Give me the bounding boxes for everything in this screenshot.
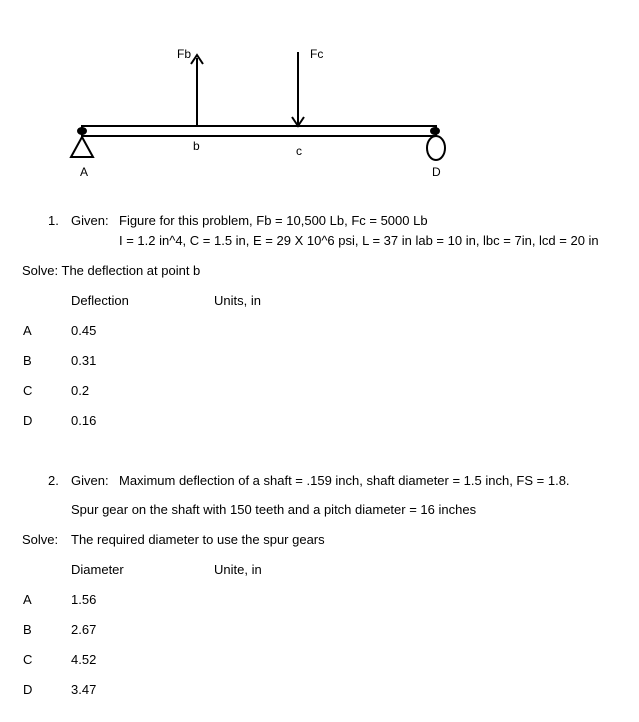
- problem1-units-header: Units, in: [214, 293, 261, 308]
- option-letter: A: [23, 323, 32, 338]
- label-fc: Fc: [310, 47, 324, 61]
- problem2-solve-label: Solve:: [22, 532, 59, 547]
- pin-support-a: [71, 137, 93, 157]
- option-letter: D: [23, 413, 33, 428]
- problem2-number: 2.: [48, 473, 59, 488]
- problem2-given-line2: Spur gear on the shaft with 150 teeth and a pitch diameter = 16 inches: [71, 502, 477, 517]
- option-value: 1.56: [71, 592, 97, 607]
- problem1-given-line1: Figure for this problem, Fb = 10,500 Lb, Fc = 5000 Lb: [119, 213, 428, 228]
- option-letter: A: [23, 592, 32, 607]
- problem1-given-label: Given:: [71, 213, 109, 228]
- option-value: 0.16: [71, 413, 97, 428]
- option-letter: B: [23, 622, 32, 637]
- problem1-col-header: Deflection: [71, 293, 129, 308]
- problem2-given-label: Given:: [71, 473, 109, 488]
- label-fb: Fb: [177, 47, 192, 61]
- label-a: A: [80, 165, 89, 179]
- option-letter: D: [23, 682, 33, 697]
- beam-diagram: [0, 0, 639, 200]
- option-value: 2.67: [71, 622, 97, 637]
- option-letter: C: [23, 383, 33, 398]
- roller-support-d: [427, 136, 445, 160]
- label-b: b: [193, 139, 200, 153]
- option-value: 3.47: [71, 682, 97, 697]
- problem2-col-header: Diameter: [71, 562, 124, 577]
- option-value: 0.31: [71, 353, 97, 368]
- problem1-number: 1.: [48, 213, 59, 228]
- problem2-given-line1: Maximum deflection of a shaft = .159 inch, shaft diameter = 1.5 inch, FS = 1.8.: [119, 473, 570, 488]
- problem2-solve-text: The required diameter to use the spur gears: [71, 532, 325, 547]
- problem1-solve: Solve: The deflection at point b: [22, 263, 201, 278]
- left-end-dot: [77, 127, 87, 135]
- option-value: 0.2: [71, 383, 90, 398]
- label-d: D: [432, 165, 441, 179]
- option-value: 0.45: [71, 323, 97, 338]
- beam: [82, 126, 436, 136]
- right-end-dot: [430, 127, 440, 135]
- problem2-units-header: Unite, in: [214, 562, 262, 577]
- problem1-given-line2: I = 1.2 in^4, C = 1.5 in, E = 29 X 10^6 psi, L = 37 in lab = 10 in, lbc = 7in, lcd = 20 in: [119, 233, 599, 248]
- option-letter: C: [23, 652, 33, 667]
- label-c: c: [296, 144, 302, 158]
- option-letter: B: [23, 353, 32, 368]
- option-value: 4.52: [71, 652, 97, 667]
